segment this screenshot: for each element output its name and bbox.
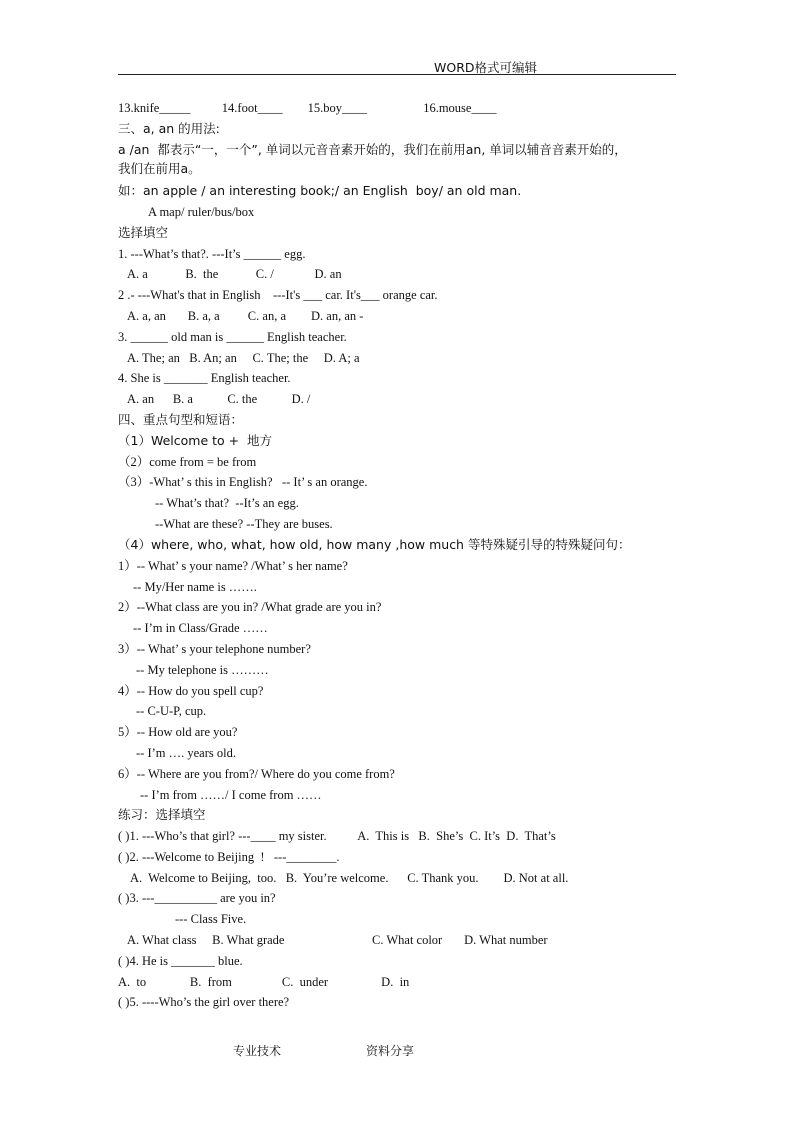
text-line: 选择填空 xyxy=(118,225,169,240)
text-line: 三、a, an 的用法: xyxy=(118,121,220,136)
text-line: A. a B. the C. / D. an xyxy=(127,267,342,281)
text-line: -- I’m in Class/Grade …… xyxy=(133,621,268,635)
text-line: 3）-- What’ s your telephone number? xyxy=(118,642,311,656)
text-line: 如：an apple / an interesting book;/ an English boy/ an old man. xyxy=(118,183,522,198)
text-line: （4）where, who, what, how old, how many ,how much 等特殊疑引导的特殊疑问句： xyxy=(118,537,631,552)
text-line: --- Class Five. xyxy=(175,912,247,926)
text-line: -- C-U-P, cup. xyxy=(136,704,207,718)
text-line: -- What’s that? --It’s an egg. xyxy=(155,496,299,510)
text-line: 4）-- How do you spell cup? xyxy=(118,684,264,698)
text-line: -- My/Her name is ……. xyxy=(133,580,257,594)
text-line: A. Welcome to Beijing, too. B. You’re welcome. C. Thank you. D. Not at all. xyxy=(130,871,569,885)
footer-right: 资料分享 xyxy=(366,1044,415,1058)
text-line: 1）-- What’ s your name? /What’ s her name? xyxy=(118,559,348,573)
text-line: -- I’m …. years old. xyxy=(136,746,236,760)
header-rule xyxy=(118,74,676,75)
text-line: A. What class B. What grade C. What color D. What number xyxy=(127,933,548,947)
text-line: 2）--What class are you in? /What grade are you in? xyxy=(118,600,382,614)
text-line: （2）come from = be from xyxy=(118,455,257,469)
text-line: 四、重点句型和短语： xyxy=(118,412,244,427)
text-line: 2 .- ---What's that in English ---It's ___ car. It's___ orange car. xyxy=(118,288,438,302)
text-line: A. The; an B. An; an C. The; the D. A; a xyxy=(127,351,360,365)
text-line: A. a, an B. a, a C. an, a D. an, an - xyxy=(127,309,364,323)
text-line: 5）-- How old are you? xyxy=(118,725,238,739)
text-line: ( )2. ---Welcome to Beijing ! ---________. xyxy=(118,850,340,864)
text-line: 我们在前用a。 xyxy=(118,161,201,176)
text-line: ( )4. He is _______ blue. xyxy=(118,954,243,968)
text-line: 3. ______ old man is ______ English teacher. xyxy=(118,330,347,344)
footer-left: 专业技术 xyxy=(233,1044,282,1058)
text-line: 4. She is _______ English teacher. xyxy=(118,371,291,385)
text-line: A. an B. a C. the D. / xyxy=(127,392,311,406)
text-line: A map/ ruler/bus/box xyxy=(148,205,255,219)
text-line: A. to B. from C. under D. in xyxy=(118,975,410,989)
text-line: a /an 都表示“一，一个”, 单词以元音音素开始的，我们在前用an, 单词以辅音音素开始的， xyxy=(118,142,627,157)
text-line: 6）-- Where are you from?/ Where do you come from? xyxy=(118,767,395,781)
text-line: （1）Welcome to + 地方 xyxy=(118,433,273,448)
text-line: ( )5. ----Who’s the girl over there? xyxy=(118,995,290,1009)
text-line: 练习：选择填空 xyxy=(118,807,206,822)
text-line: --What are these? --They are buses. xyxy=(155,517,333,531)
text-line: -- My telephone is ……… xyxy=(136,663,269,677)
text-line: 13.knife_____ 14.foot____ 15.boy____ 16.mouse____ xyxy=(118,101,497,115)
text-line: （3）-What’ s this in English? -- It’ s an orange. xyxy=(118,475,368,489)
header-title: WORD格式可编辑 xyxy=(434,60,538,75)
text-line: ( )3. ---__________ are you in? xyxy=(118,891,276,905)
text-line: 1. ---What’s that?. ---It’s ______ egg. xyxy=(118,247,306,261)
text-line: ( )1. ---Who’s that girl? ---____ my sister. A. This is B. She’s C. It’s D. That’s xyxy=(118,829,556,843)
text-line: -- I’m from ……/ I come from …… xyxy=(140,788,322,802)
